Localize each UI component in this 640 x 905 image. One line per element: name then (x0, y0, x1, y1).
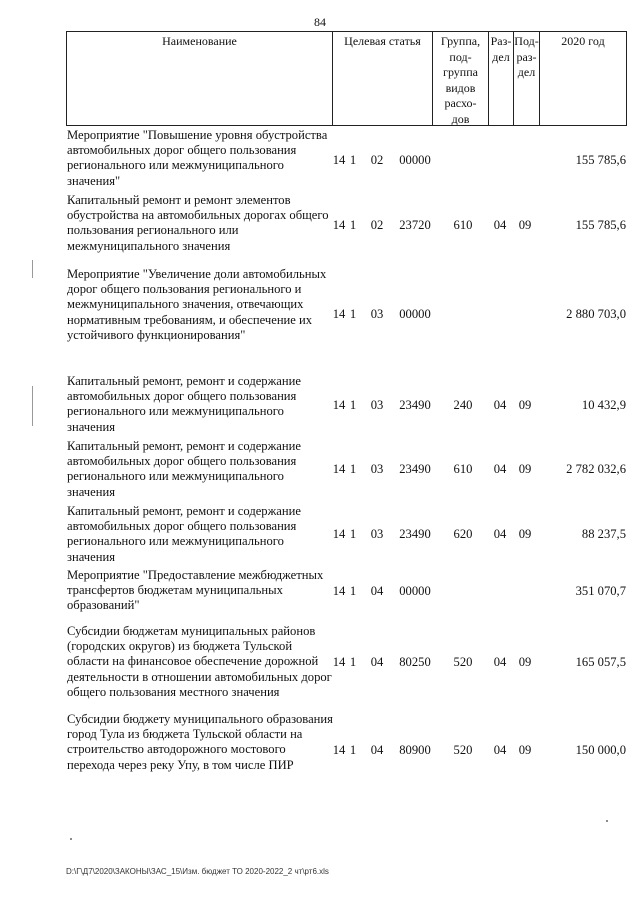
scan-margin-mark (32, 386, 33, 426)
row-code-program: 14 (332, 398, 346, 412)
row-code-event: 03 (370, 307, 384, 321)
table-row (66, 374, 626, 438)
header-group-line: под- (449, 49, 472, 64)
row-code-event: 04 (370, 655, 384, 669)
row-amount: 88 237,5 (581, 527, 626, 541)
table-row (66, 267, 626, 367)
row-subsection: 09 (518, 655, 532, 669)
row-name: Субсидии бюджетам муниципальных районов (городских округов) из бюджета Тульской области на финансовое обеспечение дорожной деятельности в отношении автомобильных дорог общего пользования местного значения (67, 624, 332, 699)
header-section-line: дел (492, 49, 510, 64)
header-year-cell (539, 31, 627, 126)
row-code-subprogram: 1 (349, 655, 357, 669)
scan-speck (70, 838, 72, 840)
row-code-subprogram: 1 (349, 218, 357, 232)
header-group-line: видов (445, 80, 476, 95)
header-group-line: расхо- (444, 96, 477, 110)
header-target-cell (332, 31, 433, 126)
header-section-cell (488, 31, 514, 126)
row-code-program: 14 (332, 462, 346, 476)
row-name: Капитальный ремонт, ремонт и содержание автомобильных дорог общего пользования регионального или межмуниципального значения (67, 374, 301, 434)
row-amount: 10 432,9 (581, 398, 626, 412)
row-subsection: 09 (518, 218, 532, 232)
row-amount: 351 070,7 (575, 584, 626, 598)
row-group: 620 (453, 527, 473, 541)
row-name: Капитальный ремонт и ремонт элементов обустройства на автомобильных дорогах общего пользования регионального или межмуниципального значения (67, 193, 329, 253)
header-section-line: Раз- (490, 34, 512, 48)
row-group: 520 (453, 655, 473, 669)
row-name: Капитальный ремонт, ремонт и содержание автомобильных дорог общего пользования регионального или межмуниципального значения (67, 504, 301, 564)
row-amount: 2 782 032,6 (566, 462, 626, 476)
row-code-event: 03 (370, 398, 384, 412)
row-code-subprogram: 1 (349, 307, 357, 321)
row-code-subprogram: 1 (349, 153, 357, 167)
row-code-event: 02 (370, 153, 384, 167)
table-row (66, 568, 626, 616)
row-name: Мероприятие "Предоставление межбюджетных трансфертов бюджетам муниципальных образований" (67, 568, 324, 613)
table-row (66, 128, 626, 192)
row-code-event: 02 (370, 218, 384, 232)
header-subsection-line: дел (517, 65, 536, 79)
row-code-program: 14 (332, 307, 346, 321)
row-subsection: 09 (518, 462, 532, 476)
header-group-line: группа (443, 65, 478, 79)
row-section: 04 (493, 398, 507, 412)
header-group-line: Группа, (440, 34, 481, 48)
row-name: Мероприятие "Повышение уровня обустройства автомобильных дорог общего пользования регионального или межмуниципального значения" (67, 128, 328, 188)
row-code-program: 14 (332, 153, 346, 167)
header-subsection-line: раз- (516, 49, 537, 64)
row-subsection: 09 (518, 527, 532, 541)
row-group: 610 (453, 218, 473, 232)
row-code-direction: 23720 (399, 218, 431, 232)
row-code-direction: 00000 (399, 153, 431, 167)
row-code-direction: 23490 (399, 398, 431, 412)
row-amount: 2 880 703,0 (566, 307, 626, 321)
row-section: 04 (493, 743, 507, 757)
header-group-line: дов (451, 111, 470, 126)
table-row (66, 712, 626, 794)
header-name-cell (66, 31, 333, 126)
row-group: 610 (453, 462, 473, 476)
row-code-event: 04 (370, 584, 384, 598)
row-code-direction: 80250 (399, 655, 431, 669)
row-code-subprogram: 1 (349, 398, 357, 412)
row-code-program: 14 (332, 743, 346, 757)
row-section: 04 (493, 655, 507, 669)
table-row (66, 504, 626, 568)
file-path-footer: D:\Г\Д7\2020\ЗАКОНЫ\ЗАС_15\Изм. бюджет ТО 2020-2022_2 чт\рт6.xls (66, 867, 329, 876)
row-code-direction: 00000 (399, 307, 431, 321)
row-group: 240 (453, 398, 473, 412)
table-row (66, 439, 626, 503)
row-section: 04 (493, 462, 507, 476)
row-code-subprogram: 1 (349, 584, 357, 598)
row-code-direction: 23490 (399, 462, 431, 476)
header-name-label: Наименование (162, 34, 237, 48)
row-subsection: 09 (518, 743, 532, 757)
table-row (66, 624, 626, 706)
row-code-subprogram: 1 (349, 527, 357, 541)
row-group: 520 (453, 743, 473, 757)
row-code-event: 04 (370, 743, 384, 757)
row-code-program: 14 (332, 584, 346, 598)
scan-margin-mark (32, 260, 33, 278)
row-code-program: 14 (332, 527, 346, 541)
header-target-label: Целевая статья (344, 34, 421, 48)
scan-speck (606, 820, 608, 822)
row-amount: 155 785,6 (575, 218, 626, 232)
table-row (66, 193, 626, 259)
row-name: Мероприятие "Увеличение доли автомобильных дорог общего пользования регионального и межмуниципального значения, отвечающих нормативным требованиям, и обеспечение их устойчивого функционирования" (67, 267, 327, 342)
row-code-program: 14 (332, 655, 346, 669)
row-name: Капитальный ремонт, ремонт и содержание автомобильных дорог общего пользования регионального или межмуниципального значения (67, 439, 301, 499)
row-code-subprogram: 1 (349, 462, 357, 476)
row-code-subprogram: 1 (349, 743, 357, 757)
page-number: 84 (314, 15, 326, 29)
row-code-direction: 23490 (399, 527, 431, 541)
row-amount: 165 057,5 (575, 655, 626, 669)
row-section: 04 (493, 218, 507, 232)
row-subsection: 09 (518, 398, 532, 412)
row-amount: 155 785,6 (575, 153, 626, 167)
row-code-event: 03 (370, 462, 384, 476)
row-amount: 150 000,0 (575, 743, 626, 757)
row-name: Субсидии бюджету муниципального образования город Тула из бюджета Тульской области на строительство автодорожного мостового перехода через реку Упу, в том числе ПИР (67, 712, 333, 772)
header-subsection-line: Под- (514, 34, 539, 48)
row-code-event: 03 (370, 527, 384, 541)
row-code-direction: 00000 (399, 584, 431, 598)
row-code-program: 14 (332, 218, 346, 232)
row-code-direction: 80900 (399, 743, 431, 757)
row-section: 04 (493, 527, 507, 541)
header-subsection-cell (513, 31, 540, 126)
header-group-cell (432, 31, 489, 126)
header-year-label: 2020 год (561, 34, 605, 48)
